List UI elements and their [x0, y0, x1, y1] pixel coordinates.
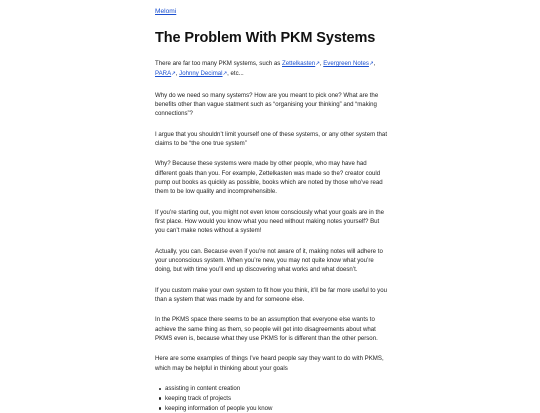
paragraph-pkms-space: In the PKMS space there seems to be an assumption that everyone else wants to achieve the same thing as them, so people will get into disagreements about what PKMS even is, because what they use PKMS for is different than the other person. [155, 316, 378, 343]
paragraph-examples: Here are some examples of things I’ve heard people say they want to do with PKMS, which may be helpful in thinking about your goals [155, 355, 384, 372]
paragraph-starting-out: If you’re starting out, you might not even know consciously what your goals are in the first place. How would you know what you need without making notes yourself? But you can’t make notes without a system! [155, 208, 384, 235]
link-johnny-decimal[interactable]: Johnny Decimal↗ [179, 70, 227, 77]
link-para[interactable]: PARA↗ [155, 70, 176, 77]
link-zettelkasten[interactable]: Zettelkasten↗ [282, 60, 320, 67]
paragraph-why-so-many: Why do we need so many systems? How are you meant to pick one? What are the benefits other than vague statment such as “organising your thinking” and “making connections”? [155, 91, 379, 118]
article-page [155, 0, 387, 413]
goals-list [155, 384, 387, 413]
paragraph-argument: I argue that you shouldn’t limit yourself one of these systems, or any other system that claims to be “the one true system” [155, 130, 388, 148]
paragraph-other-people: Why? Because these systems were made by other people, who may have had different goals than you. For example, Zettelkasten was made so the? creator could pump out books as quickly as possible, books which are noted by those who’ve read them to be low quality and incomprehensible. [155, 160, 383, 196]
list-item: assisting in content creation [165, 384, 387, 394]
external-link-icon: ↗ [171, 71, 176, 78]
intro-text: There are far too many PKM systems, such as [155, 60, 282, 67]
article-title: The Problem With PKM Systems [155, 30, 376, 46]
link-evergreen-notes[interactable]: Evergreen Notes↗ [323, 60, 373, 67]
external-link-icon: ↗ [222, 71, 228, 78]
external-link-icon: ↗ [368, 61, 374, 67]
list-item: keeping track of projects [165, 394, 387, 404]
external-link-icon: ↗ [315, 61, 320, 67]
site-home-link[interactable]: Melomi [155, 8, 177, 15]
list-item: keeping information of people you know [165, 404, 387, 413]
intro-paragraph: There are far too many PKM systems, such as Zettelkasten↗, Evergreen Notes↗, PARA↗, Johnny Decimal↗, etc... [155, 59, 387, 80]
paragraph-custom-system: If you custom make your own system to fit how you think, it’ll be far more useful to you than a system that was made by and for someone else. [155, 286, 387, 304]
paragraph-unconscious-system: Actually, you can. Because even if you’re not aware of it, making notes will adhere to your unconscious system. When you’re new, you may not quite know what you’re doing, but with time you’ll end up discovering what works and what doesn’t. [155, 247, 383, 274]
